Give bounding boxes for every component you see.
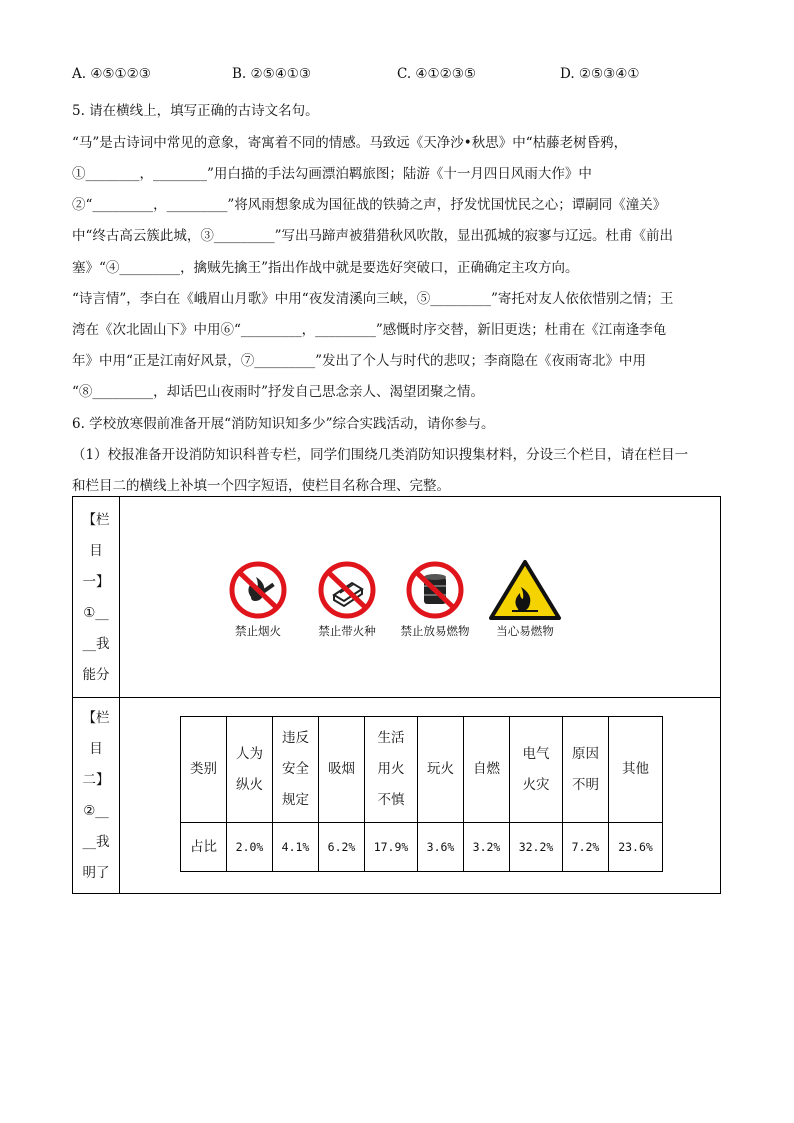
paragraph-line: ②“_________，_________”将风雨想象成为国征战的铁骑之声，抒发忧国忧民之心；谭嗣同《潼关》 [72, 197, 667, 213]
label-line: 【栏 [82, 512, 110, 528]
table-cell: 2.0% [227, 823, 273, 872]
sign-caption: 禁止带火种 [318, 624, 376, 638]
table-header-cell: 类别 [181, 717, 227, 823]
answer-options [72, 66, 722, 86]
safety-signs [119, 497, 720, 697]
no-smoking-fire-icon [225, 559, 291, 621]
table-header-cell: 人为 纵火 [227, 717, 273, 823]
fire-cause-table [180, 716, 663, 872]
paragraph-line: 中“终古高云簇此城，③_________”写出马蹄声被猎猎秋风吹散，显出孤城的寂寥与辽远。杜甫《前出 [72, 228, 674, 244]
column-table [72, 496, 721, 894]
paragraph-line: （1）校报准备开设消防知识科普专栏，同学们围绕几类消防知识搜集材料，分设三个栏目，请在栏目一 [72, 447, 689, 463]
table-cell: 7.2% [563, 823, 609, 872]
label-line: ②__ [83, 803, 109, 819]
table-cell: 占比 [181, 823, 227, 872]
table-cell: 6.2% [319, 823, 365, 872]
table-header-cell: 吸烟 [319, 717, 365, 823]
label-line: __我 [82, 834, 110, 850]
question-5-title: 5. 请在横线上，填写正确的古诗文名句。 [72, 103, 319, 119]
no-matches-icon [314, 559, 380, 621]
row-divider [73, 697, 720, 698]
question-6-title: 6. 学校放寒假前准备开展“消防知识知多少”综合实践活动，请你参与。 [72, 416, 495, 432]
label-line: 目 [89, 741, 103, 757]
label-line: 二】 [82, 772, 110, 788]
table-header-cell: 玩火 [418, 717, 464, 823]
label-line: 能分 [82, 667, 110, 683]
paragraph-line: 塞》“④_________，擒贼先擒王”指出作战中就是要选好突破口，正确确定主攻方向。 [72, 260, 579, 276]
label-line: 【栏 [82, 710, 110, 726]
option-c[interactable]: C. ④①②③⑤ [397, 66, 476, 82]
sign-caption: 当心易燃物 [496, 624, 554, 638]
option-b[interactable]: B. ②⑤④①③ [232, 66, 312, 82]
flammable-warning-icon [488, 559, 562, 621]
table-cell: 3.2% [464, 823, 510, 872]
label-line: ①__ [83, 605, 109, 621]
table-cell: 3.6% [418, 823, 464, 872]
table-header-cell: 其他 [609, 717, 663, 823]
paragraph-line: 和栏目二的横线上补填一个四字短语，使栏目名称合理、完整。 [72, 478, 450, 494]
label-line: 明了 [82, 865, 110, 881]
table-header-cell: 自燃 [464, 717, 510, 823]
table-header-cell: 原因 不明 [563, 717, 609, 823]
table-header-cell: 生活 用火 不慎 [365, 717, 418, 823]
paragraph-line: “⑧_________，却话巴山夜雨时”抒发自己思念亲人、渴望团聚之情。 [72, 384, 485, 400]
table-cell: 4.1% [273, 823, 319, 872]
table-row [181, 823, 663, 872]
option-a[interactable]: A. ④⑤①②③ [72, 66, 151, 82]
option-d[interactable]: D. ②⑤③④① [560, 66, 640, 82]
no-flammable-icon [402, 559, 468, 621]
label-line: 一】 [82, 574, 110, 590]
table-cell: 32.2% [510, 823, 563, 872]
table-cell: 23.6% [609, 823, 663, 872]
table-header-cell: 违反 安全 规定 [273, 717, 319, 823]
section2-label [73, 703, 119, 889]
paragraph-line: “马”是古诗词中常见的意象，寄寓着不同的情感。马致远《天净沙•秋思》中“枯藤老树昏鸦， [72, 135, 628, 151]
section1-label [73, 505, 119, 691]
label-line: 目 [89, 543, 103, 559]
label-line: __我 [82, 636, 110, 652]
paragraph-line: 年》中用“正是江南好风景，⑦_________”发出了个人与时代的悲叹；李商隐在《夜雨寄北》中用 [72, 353, 647, 369]
sign-flammable-warning [470, 559, 580, 639]
paragraph-line: 湾在《次北固山下》中用⑥“_________，_________”感慨时序交替，新旧更迭；杜甫在《江南逢李龟 [72, 322, 667, 338]
sign-caption: 禁止烟火 [235, 624, 281, 638]
sign-caption: 禁止放易燃物 [400, 624, 470, 638]
paragraph-line: “诗言情”，李白在《峨眉山月歌》中用“夜发清溪向三峡，⑤_________”寄托对友人依依惜别之情；王 [72, 291, 674, 307]
table-cell: 17.9% [365, 823, 418, 872]
table-row [181, 717, 663, 823]
table-header-cell: 电气 火灾 [510, 717, 563, 823]
paragraph-line: ①________，________”用白描的手法勾画漂泊羁旅图；陆游《十一月四日风雨大作》中 [72, 166, 592, 182]
